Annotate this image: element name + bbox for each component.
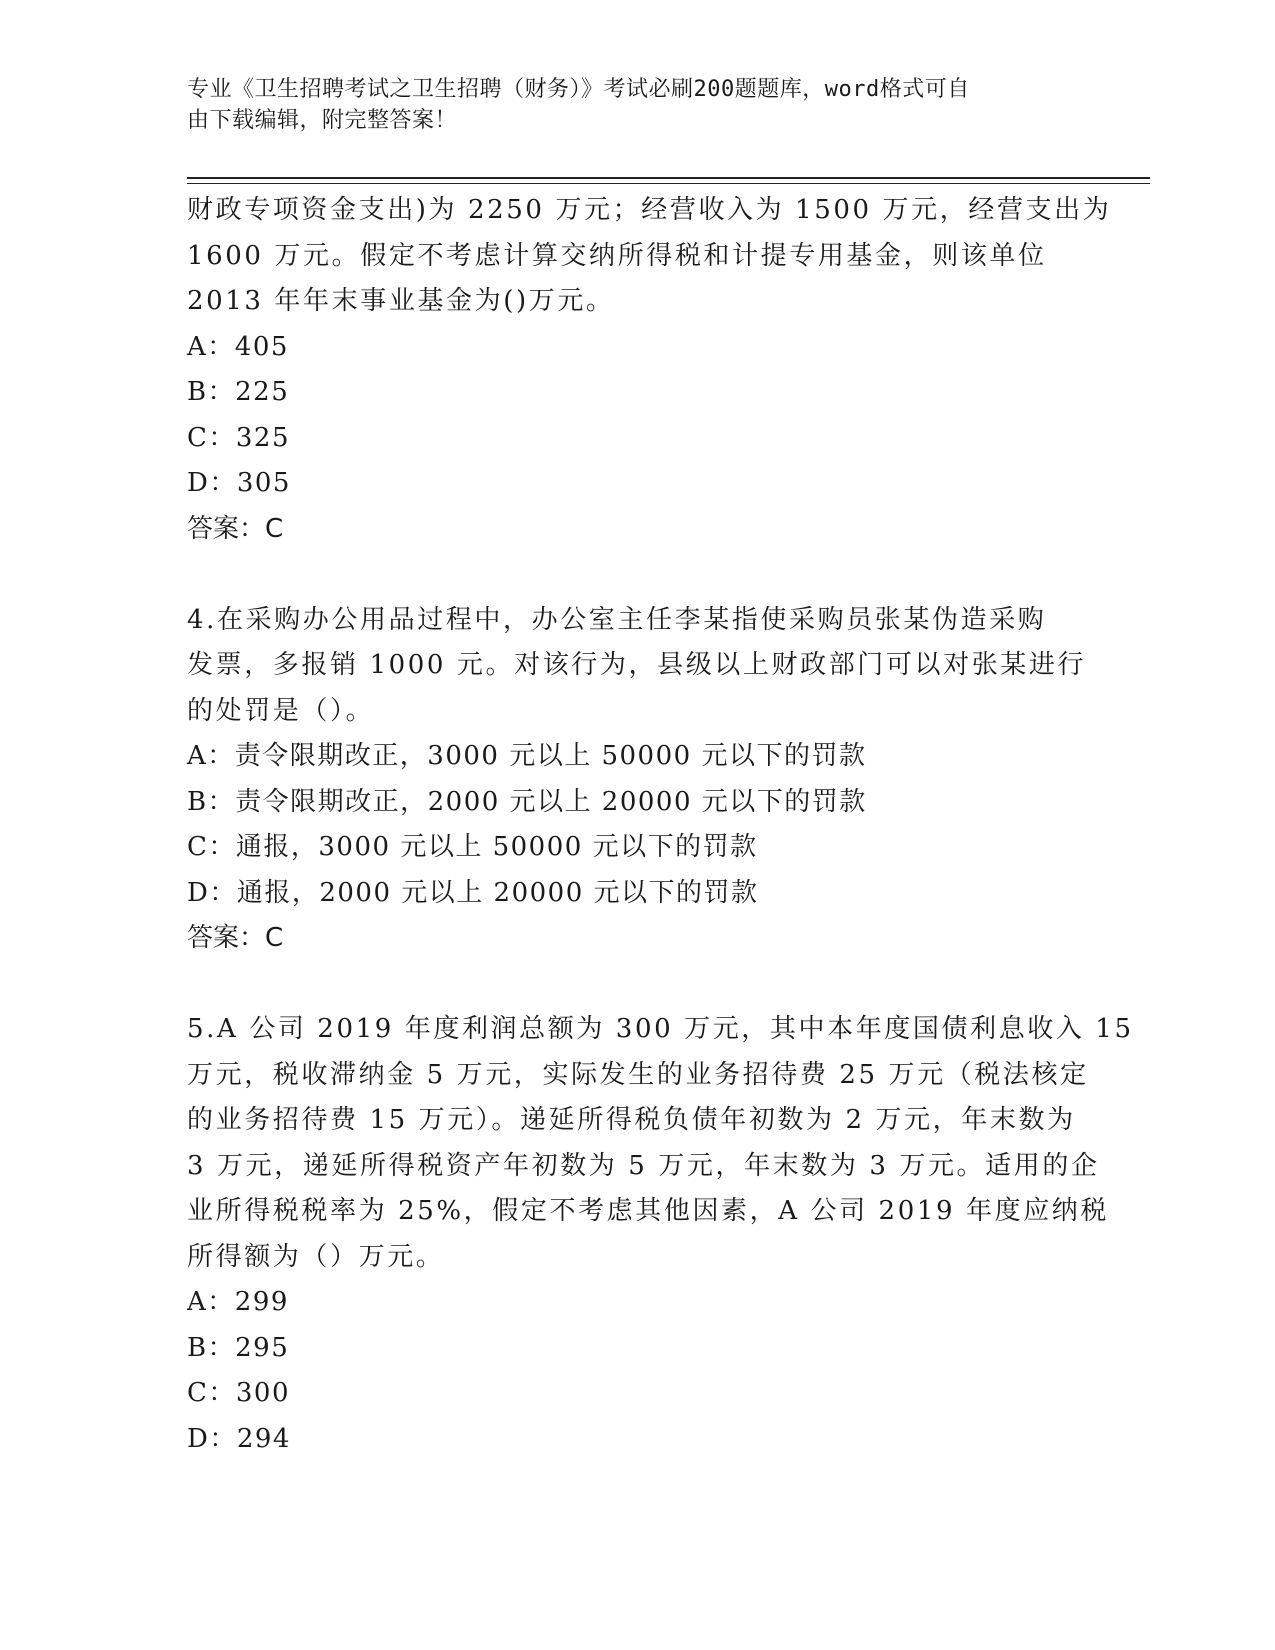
option-b: B：295 (187, 1332, 290, 1363)
question-3 (187, 188, 1112, 552)
question-text-line: 4.在采购办公用品过程中，办公室主任李某指使采购员张某伪造采购 (187, 604, 1047, 635)
question-text-line: 的处罚是（）。 (187, 695, 375, 726)
question-text-line: 财政专项资金支出)为 2250 万元；经营收入为 1500 万元，经营支出为 (187, 195, 1112, 225)
spacer (187, 962, 1087, 1008)
header-line-1: 专业《卫生招聘考试之卫生招聘（财务）》考试必刷200题题库，word格式可自 (187, 77, 970, 102)
option-c: C：300 (187, 1378, 291, 1408)
question-text-line: 万元，税收滞纳金 5 万元，实际发生的业务招待费 25 万元（税法核定 (187, 1059, 1089, 1090)
page-header (187, 74, 1067, 136)
answer-line: 答案：C (187, 923, 284, 953)
option-a: A：405 (187, 331, 289, 362)
header-divider-thin (187, 183, 1150, 184)
question-4 (187, 598, 1087, 962)
option-b: B：责令限期改正，2000 元以上 20000 元以下的罚款 (187, 786, 867, 817)
question-text-line: 业所得税税率为 25%，假定不考虑其他因素，A 公司 2019 年度应纳税 (187, 1196, 1109, 1226)
document-body (187, 188, 1134, 1462)
question-text-line: 1600 万元。假定不考虑计算交纳所得税和计提专用基金，则该单位 (187, 240, 1047, 271)
option-d: D：294 (187, 1423, 291, 1454)
question-text-line: 所得额为（）万元。 (187, 1241, 445, 1272)
question-text-line: 5.A 公司 2019 年度利润总额为 300 万元，其中本年度国债利息收入 15 (187, 1014, 1134, 1044)
option-c: C：通报，3000 元以上 50000 元以下的罚款 (187, 832, 758, 862)
question-text-line: 3 万元，递延所得税资产年初数为 5 万元，年末数为 3 万元。适用的企 (187, 1150, 1100, 1181)
question-text-line: 发票，多报销 1000 元。对该行为，县级以上财政部门可以对张某进行 (187, 650, 1087, 680)
option-a: A：责令限期改正，3000 元以上 50000 元以下的罚款 (187, 741, 867, 771)
option-d: D：305 (187, 468, 291, 498)
option-a: A：299 (187, 1287, 289, 1317)
spacer (187, 552, 1087, 598)
option-d: D：通报，2000 元以上 20000 元以下的罚款 (187, 877, 759, 908)
question-text-line: 的业务招待费 15 万元）。递延所得税负债年初数为 2 万元，年末数为 (187, 1105, 1076, 1135)
header-divider-thick (187, 177, 1150, 179)
answer-line: 答案：C (187, 513, 284, 544)
header-line-2: 由下载编辑，附完整答案！ (187, 108, 458, 133)
option-c: C：325 (187, 422, 291, 453)
question-text-line: 2013 年年末事业基金为()万元。 (187, 286, 615, 316)
question-5 (187, 1007, 1134, 1462)
option-b: B：225 (187, 377, 290, 407)
